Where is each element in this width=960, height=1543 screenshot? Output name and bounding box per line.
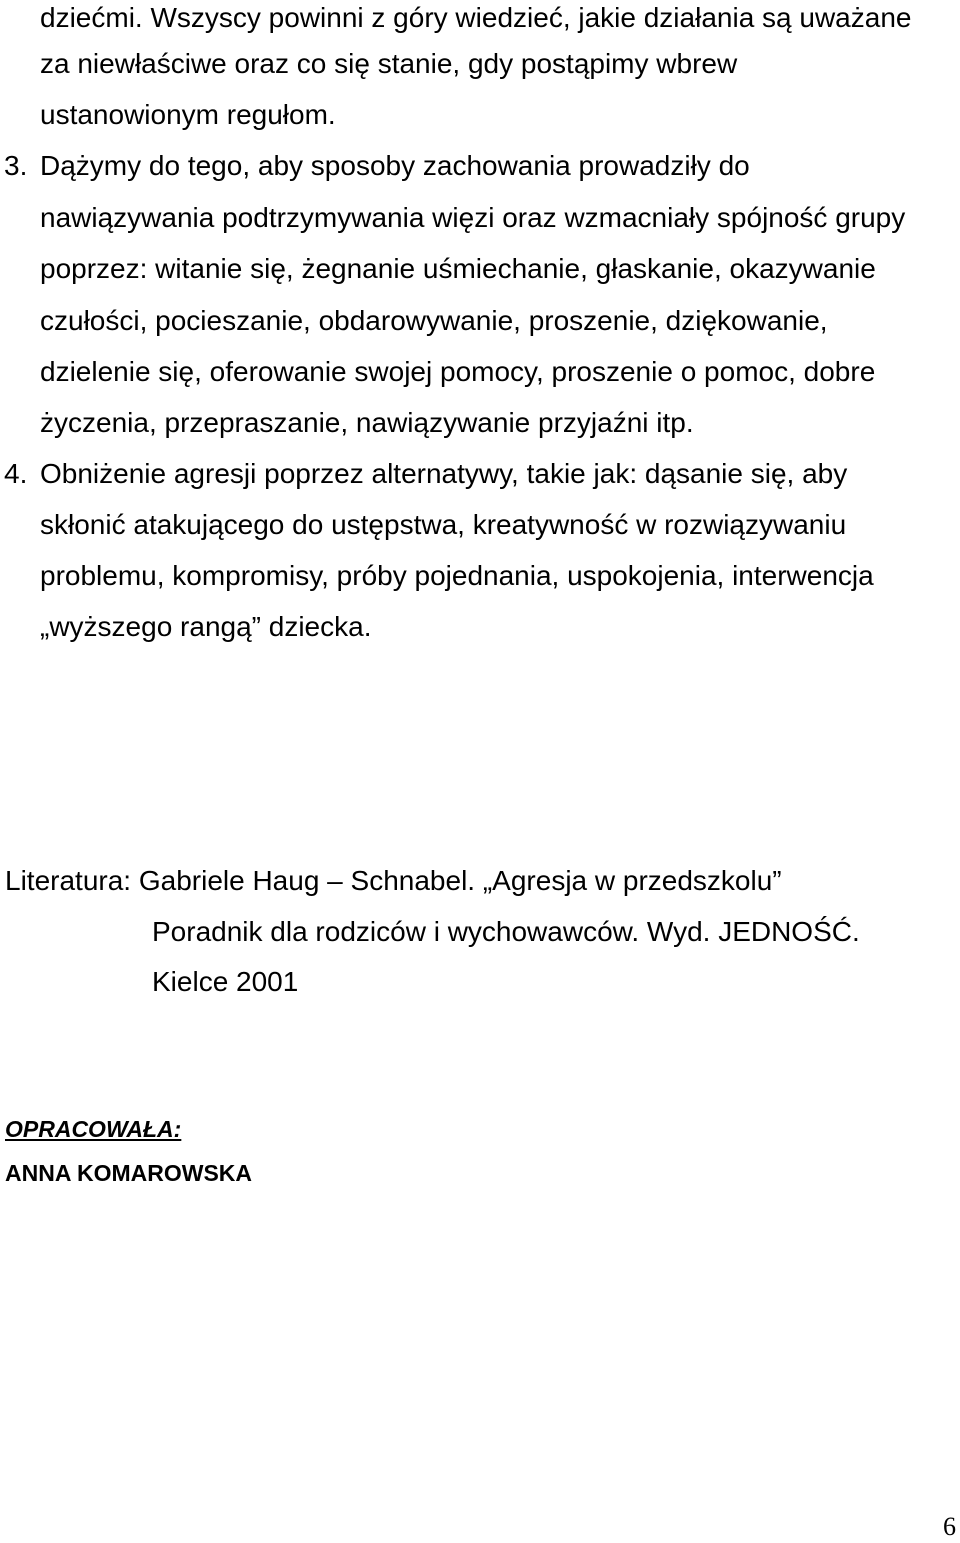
item4-line-2: skłonić atakującego do ustępstwa, kreatywność w rozwiązywaniu	[40, 509, 847, 540]
literature-line-1: Literatura: Gabriele Haug – Schnabel. „Agresja w przedszkolu”	[5, 865, 782, 896]
list-item-number-4: 4.	[4, 458, 28, 489]
author-name: ANNA KOMAROWSKA	[5, 1160, 253, 1186]
intro-line-1: dziećmi. Wszyscy powinni z góry wiedzieć, jakie działania są uważane	[40, 2, 912, 33]
item3-line-1: Dążymy do tego, aby sposoby zachowania prowadziły do	[40, 150, 750, 181]
page-number: 6	[943, 1512, 956, 1541]
intro-line-2: za niewłaściwe oraz co się stanie, gdy postąpimy wbrew	[40, 48, 738, 79]
item3-line-4: czułości, pocieszanie, obdarowywanie, proszenie, dziękowanie,	[40, 305, 828, 336]
item4-line-3: problemu, kompromisy, próby pojednania, uspokojenia, interwencja	[40, 560, 874, 591]
list-item-number-3: 3.	[4, 150, 28, 181]
literature-line-2: Poradnik dla rodziców i wychowawców. Wyd. JEDNOŚĆ.	[152, 916, 860, 947]
item3-line-5: dzielenie się, oferowanie swojej pomocy, proszenie o pomoc, dobre	[40, 356, 876, 387]
item4-line-4: „wyższego rangą” dziecka.	[40, 611, 372, 642]
author-label: OPRACOWAŁA:	[5, 1116, 182, 1142]
item3-line-3: poprzez: witanie się, żegnanie uśmiechanie, głaskanie, okazywanie	[40, 253, 876, 284]
item3-line-2: nawiązywania podtrzymywania więzi oraz wzmacniały spójność grupy	[40, 202, 906, 233]
item4-line-1: Obniżenie agresji poprzez alternatywy, takie jak: dąsanie się, aby	[40, 458, 848, 489]
item3-line-6: życzenia, przepraszanie, nawiązywanie przyjaźni itp.	[40, 407, 694, 438]
intro-line-3: ustanowionym regułom.	[40, 99, 336, 130]
literature-line-3: Kielce 2001	[152, 966, 299, 997]
